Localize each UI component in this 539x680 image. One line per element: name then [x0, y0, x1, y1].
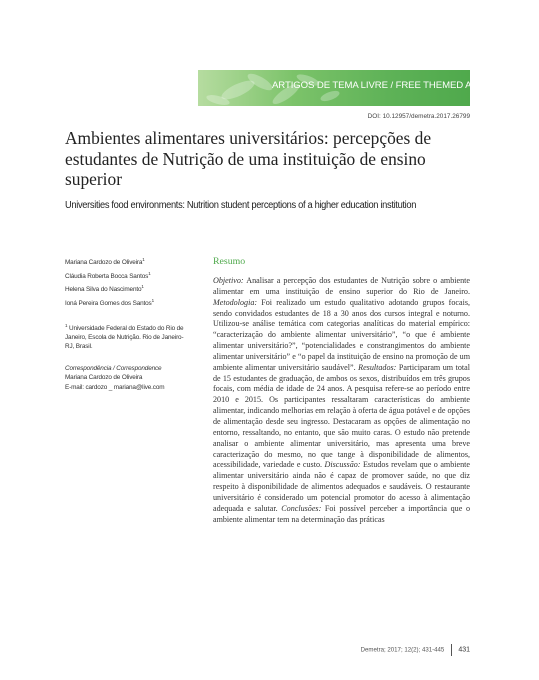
- abstract-body: Objetivo: Analisar a percepção dos estudantes de Nutrição sobre o ambiente alimentar em uma instituição de ensino superior do Rio de Janeiro. Metodologia: Foi realizado um estudo qualitativo adotando grupos focais, sendo convidados estudantes de 18 a 30 anos dos cursos integral e noturno. Utilizou-se análise temática com categorias analíticas do material empírico: “caracterização do ambiente alimentar universitário”, “o que é ambiente alimentar universitário?”, “potencialidades e constrangimentos do ambiente alimentar universitário” e “o papel da instituição de ensino na promoção de um ambiente alimentar universitário saudável”. Resultados: Participaram um total de 15 estudantes de graduação, de ambos os sexos, distribuídos em três grupos focais, com média de idade de 24 anos. A pesquisa refere-se ao período entre 2010 e 2015. Os participantes ressaltaram características do ambiente alimentar, indicando melhorias em relação à oferta de água potável e de opções de alimentação desde seu ingresso. Destacaram as opções de alimentação no entorno, ressaltando, no entanto, que são muito caras. O estudo não pretende analisar o ambiente alimentar universitário, mas apresenta uma breve caracterização do mesmo, no que tange à disponibilidade de alimentos, acessibilidade, variedade e custo. Discussão: Estudos revelam que o ambiente alimentar universitário ainda não é capaz de promover saúde, no que diz respeito à disponibilidade de alimentos adequados e saudáveis. O restaurante universitário é considerado um potencial promotor do acesso à alimentação adequada e salutar. Conclusões: Foi possível perceber a importância que o ambiente alimentar tem na determinação das práticas: [213, 276, 471, 524]
- page-footer: [361, 644, 470, 656]
- section-label: ARTIGOS DE TEMA LIVRE / FREE THEMED ARTICLES: [272, 80, 512, 91]
- author-name: Ioná Pereira Gomes dos Santos$^1$: [65, 297, 154, 307]
- author-name: Helena Silva do Nascimento$^1$: [65, 284, 144, 294]
- journal-citation: Demetra; 2017; 12(2); 431-445: [360, 646, 445, 654]
- author-name: Cláudia Roberta Bocca Santos$^1$: [65, 270, 151, 280]
- page-number: 431: [458, 646, 470, 654]
- correspondence-name: Mariana Cardozo de Oliveira: [65, 374, 143, 382]
- article-title: Ambientes alimentares universitários: percepções de estudantes de Nutrição de uma instituição de ensino superior: [65, 128, 432, 190]
- article-title-english: Universities food environments: Nutrition student perceptions of a higher education institution: [65, 200, 417, 211]
- author-column: [65, 255, 190, 392]
- doi: DOI: 10.12957/demetra.2017.26799: [367, 113, 470, 120]
- abstract-heading: Resumo: [213, 256, 246, 267]
- correspondence-email: E-mail: cardozo _ mariana@live.com: [65, 383, 165, 391]
- section-banner: [198, 70, 512, 106]
- footer-divider: [451, 644, 452, 656]
- correspondence: [65, 364, 190, 392]
- author-name: Mariana Cardozo de Oliveira$^1$: [65, 257, 145, 267]
- correspondence-label: Correspondência / Correspondence: [65, 364, 162, 372]
- affiliation: $^1$ Universidade Federal do Estado do Rio de Janeiro, Escola de Nutrição. Rio de Janeiro-RJ, Brasil.: [65, 322, 184, 351]
